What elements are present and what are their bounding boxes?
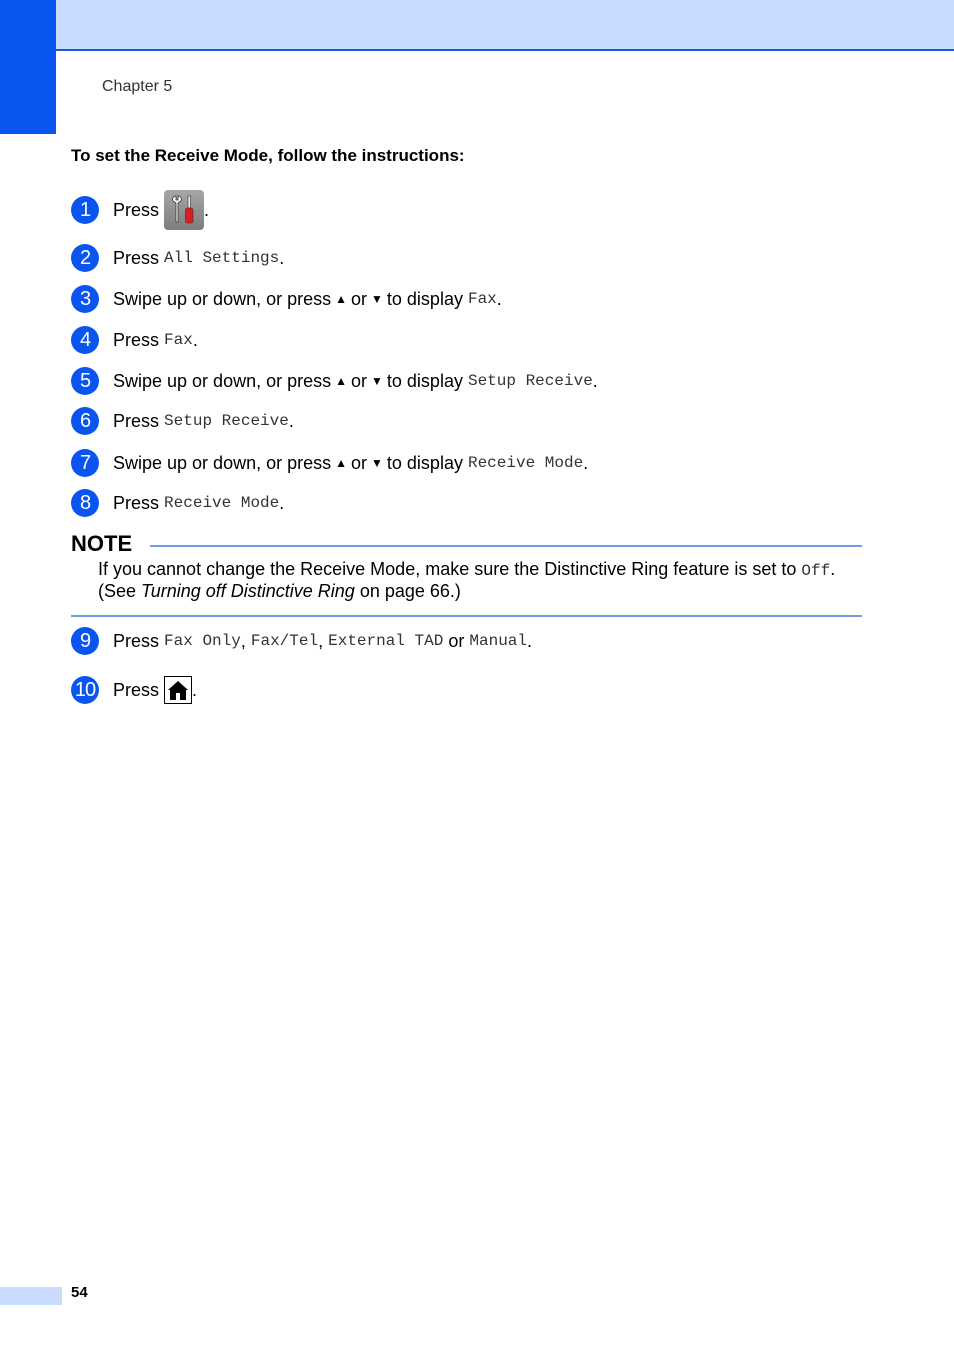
step-number: 4 (71, 326, 99, 354)
step-punct: . (583, 452, 589, 473)
step-text-mid: to display (386, 288, 463, 309)
step-punct: . (192, 329, 198, 350)
step-text: Press (113, 199, 160, 220)
page-tab (0, 1287, 62, 1305)
step-text: Press (113, 630, 160, 651)
step-number: 9 (71, 627, 99, 655)
step-text-or: or (351, 452, 368, 473)
chapter-label: Chapter 5 (102, 78, 173, 95)
step-punct: . (527, 630, 533, 651)
down-arrow-icon: ▼ (371, 456, 383, 470)
step-punct: . (496, 288, 502, 309)
step-text-mid: to display (386, 370, 463, 391)
step-text-or: or (351, 288, 368, 309)
step-6 (71, 406, 294, 436)
step-punct: . (279, 492, 285, 513)
step-7 (71, 448, 588, 478)
note-punct: . (830, 559, 836, 579)
up-arrow-icon: ▲ (335, 374, 347, 388)
step-number: 2 (71, 244, 99, 272)
step-3 (71, 284, 502, 314)
step-5 (71, 366, 598, 396)
down-arrow-icon: ▼ (371, 292, 383, 306)
menu-option: All Settings (164, 249, 280, 267)
step-sep: , (318, 630, 324, 651)
step-punct: . (204, 199, 210, 220)
note-option: Off (801, 562, 831, 580)
step-number: 5 (71, 367, 99, 395)
step-sep: , (240, 630, 246, 651)
home-icon (164, 676, 192, 704)
step-text: Swipe up or down, or press (113, 288, 332, 309)
section-heading: To set the Receive Mode, follow the instructions: (71, 146, 465, 165)
menu-option: Receive Mode (467, 454, 584, 472)
step-text: Swipe up or down, or press (113, 452, 332, 473)
step-number: 7 (71, 449, 99, 477)
menu-option-external-tad: External TAD (328, 632, 444, 650)
note-title: NOTE (71, 531, 133, 556)
step-text: Press (113, 410, 160, 431)
step-number: 3 (71, 285, 99, 313)
step-text: Press (113, 247, 160, 268)
step-number: 8 (71, 489, 99, 517)
up-arrow-icon: ▲ (335, 456, 347, 470)
step-text: Press (113, 492, 160, 513)
step-1 (71, 195, 209, 225)
page-number: 54 (71, 1284, 88, 1301)
note-rule-bottom (71, 615, 862, 617)
menu-option: Receive Mode (164, 494, 280, 512)
step-8 (71, 488, 284, 518)
chapter-tab (0, 0, 56, 134)
header-band (0, 0, 954, 51)
tools-icon (164, 190, 204, 230)
step-10 (71, 675, 197, 705)
step-text-or: or (448, 630, 465, 651)
note-text: If you cannot change the Receive Mode, make sure the Distinctive Ring feature is set to (98, 559, 797, 579)
note-line-1 (98, 559, 835, 580)
step-4 (71, 325, 198, 355)
note-link-title: Turning off Distinctive Ring (141, 581, 355, 601)
step-text: Press (113, 329, 160, 350)
step-punct: . (288, 410, 294, 431)
step-number: 6 (71, 407, 99, 435)
step-punct: . (592, 370, 598, 391)
step-2 (71, 243, 284, 273)
step-text: Swipe up or down, or press (113, 370, 332, 391)
down-arrow-icon: ▼ (371, 374, 383, 388)
step-text-mid: to display (386, 452, 463, 473)
step-text: Press (113, 679, 160, 700)
menu-option: Setup Receive (164, 412, 289, 430)
menu-option: Setup Receive (467, 372, 593, 390)
step-punct: . (192, 679, 198, 700)
step-9 (71, 626, 532, 656)
step-text-or: or (351, 370, 368, 391)
step-number: 10 (71, 676, 99, 704)
up-arrow-icon: ▲ (335, 292, 347, 306)
menu-option: Fax (467, 290, 497, 308)
menu-option: Fax (164, 331, 193, 349)
step-punct: . (279, 247, 285, 268)
menu-option-fax-tel: Fax/Tel (250, 632, 319, 650)
menu-option-fax-only: Fax Only (164, 632, 241, 650)
note-line-2 (98, 581, 461, 602)
note-see: (See (98, 581, 137, 601)
step-number: 1 (71, 196, 99, 224)
note-rule-top (150, 545, 862, 547)
menu-option-manual: Manual (469, 632, 527, 650)
note-page-ref: on page 66.) (359, 581, 461, 601)
